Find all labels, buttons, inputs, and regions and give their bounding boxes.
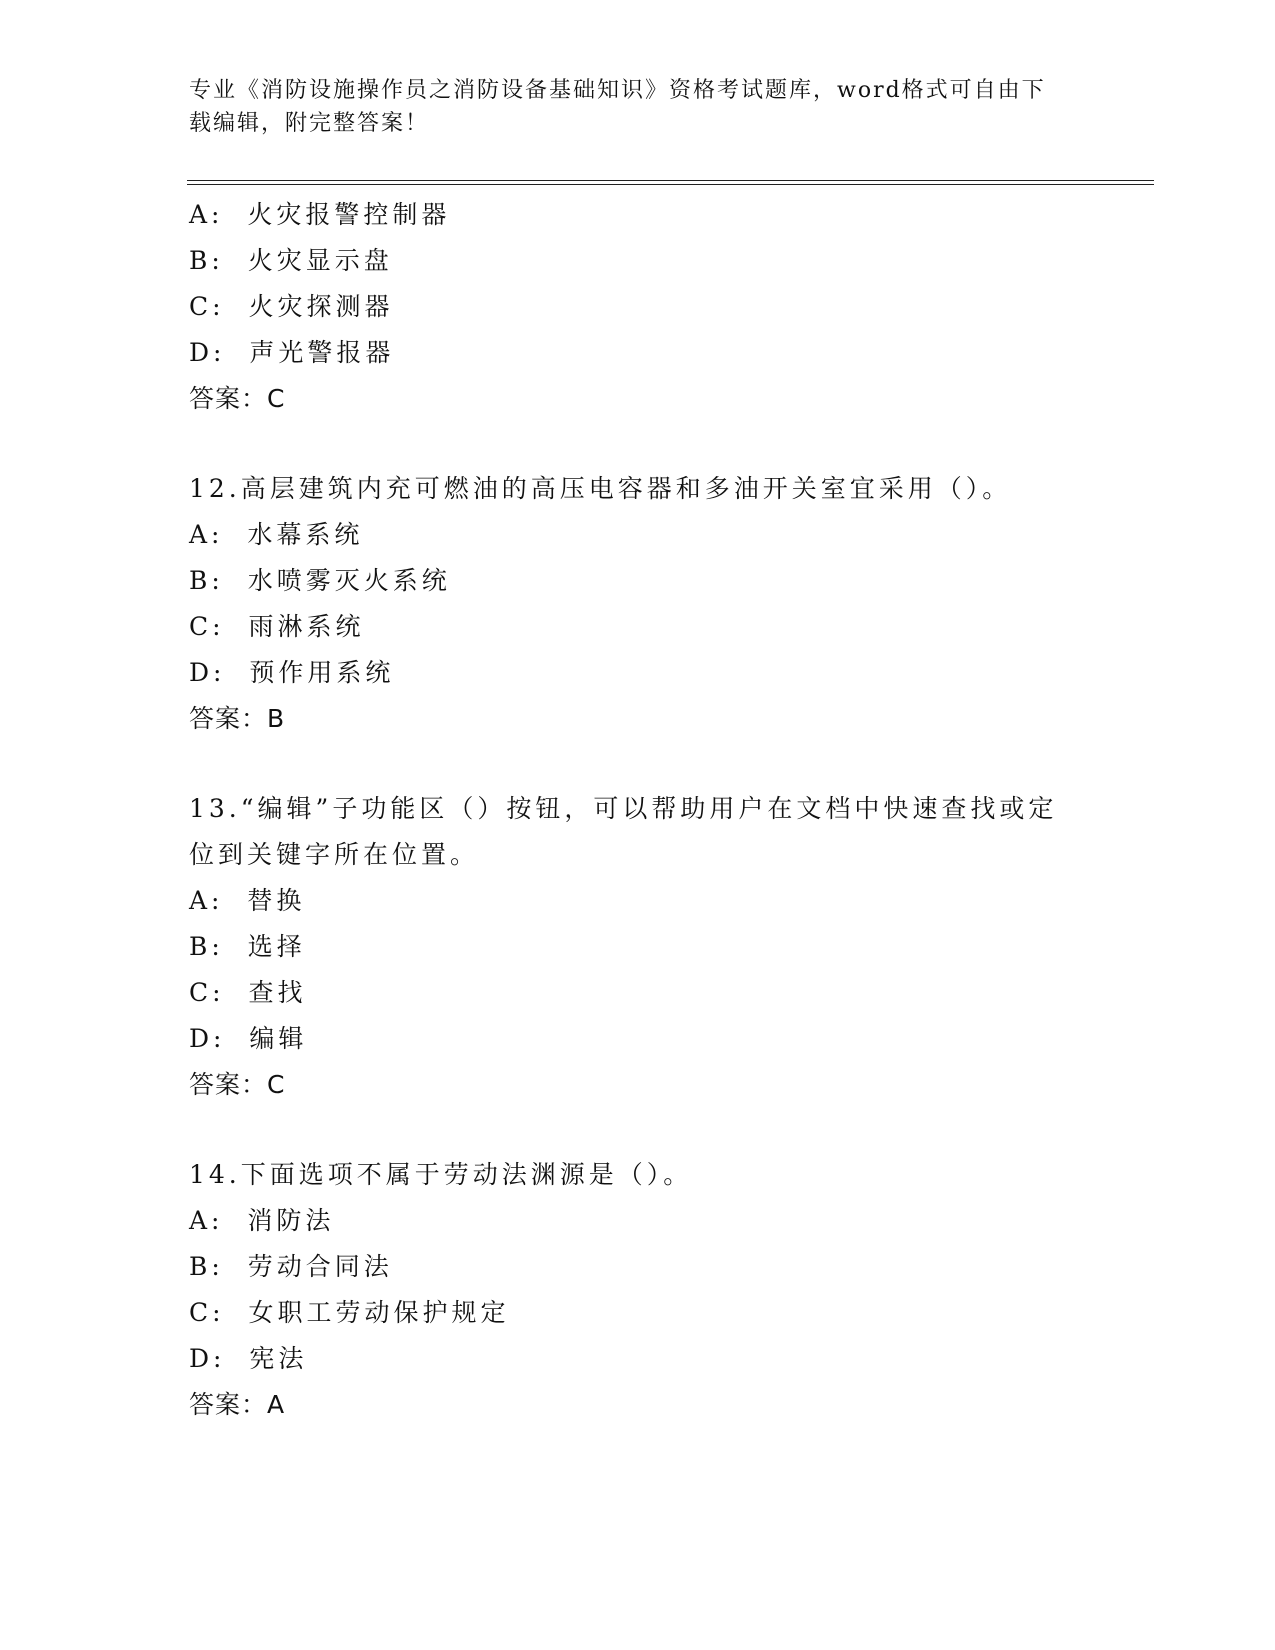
answer-label: 答案：C: [189, 1070, 286, 1099]
prev-question-block: [189, 192, 1109, 422]
option-b: B: 劳动合同法: [189, 1252, 393, 1281]
option-a: A: 水幕系统: [189, 520, 364, 549]
answer-label: 答案：C: [189, 384, 286, 413]
question-stem: 13.“编辑”子功能区（）按钮，可以帮助用户在文档中快速查找或定位到关键字所在位置。: [189, 794, 1058, 869]
question-block-14: [189, 1152, 1109, 1428]
option-c: C: 查找: [189, 978, 307, 1007]
option-d: D: 预作用系统: [189, 658, 395, 687]
question-stem: 14.下面选项不属于劳动法渊源是（）。: [189, 1160, 693, 1189]
option-b: B: 水喷雾灭火系统: [189, 566, 451, 595]
question-block-13: [189, 786, 1109, 1108]
document-intro: 专业《消防设施操作员之消防设备基础知识》资格考试题库，word格式可自由下载编辑，附完整答案！: [189, 78, 1046, 136]
option-b: B: 火灾显示盘: [189, 246, 393, 275]
question-list: [189, 192, 1109, 1428]
option-d: D: 声光警报器: [189, 338, 395, 367]
option-c: C: 火灾探测器: [189, 292, 394, 321]
answer-label: 答案：B: [189, 704, 286, 733]
option-c: C: 女职工劳动保护规定: [189, 1298, 510, 1327]
option-c: C: 雨淋系统: [189, 612, 365, 641]
option-a: A: 替换: [189, 886, 306, 915]
option-d: D: 编辑: [189, 1024, 308, 1053]
option-a: A: 火灾报警控制器: [189, 200, 451, 229]
question-block-12: [189, 466, 1109, 742]
header-divider: [187, 180, 1154, 185]
option-a: A: 消防法: [189, 1206, 335, 1235]
question-stem: 12.高层建筑内充可燃油的高压电容器和多油开关室宜采用（）。: [189, 474, 1012, 503]
answer-label: 答案：A: [189, 1390, 286, 1419]
option-d: D: 宪法: [189, 1344, 308, 1373]
option-b: B: 选择: [189, 932, 306, 961]
